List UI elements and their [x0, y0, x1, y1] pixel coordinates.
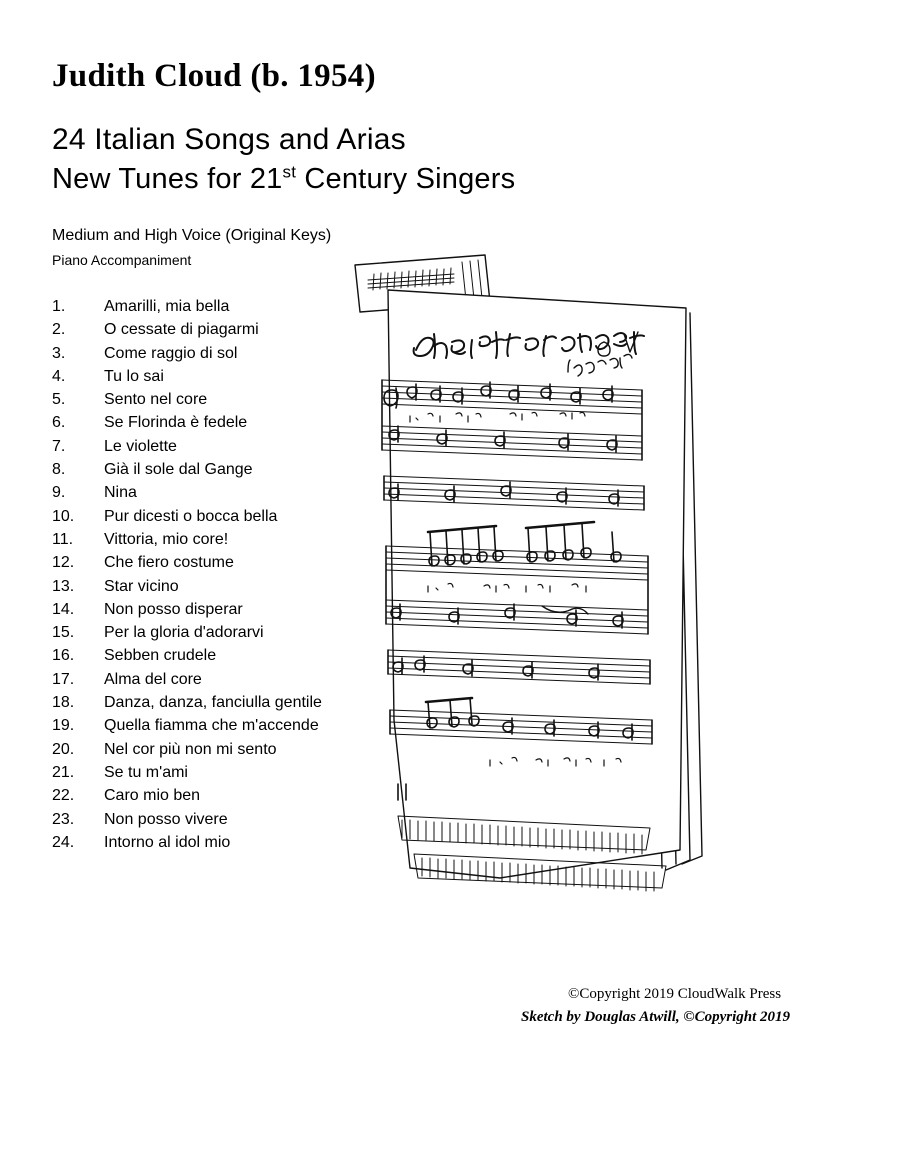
song-number: 17.	[52, 670, 75, 688]
song-number: 24.	[52, 833, 75, 851]
song-title: Non posso vivere	[104, 810, 228, 828]
copyright-notice: ©Copyright 2019 CloudWalk Press	[568, 986, 782, 1002]
list-item	[52, 461, 382, 484]
song-number: 5.	[52, 391, 66, 409]
page-subtitle	[52, 163, 515, 196]
song-number: 10.	[52, 507, 75, 525]
song-number: 12.	[52, 554, 75, 572]
subtitle-suffix: Century Singers	[296, 163, 516, 195]
list-item	[52, 717, 382, 740]
song-number: 11.	[52, 530, 74, 548]
song-title: Che fiero costume	[104, 554, 234, 572]
song-title: Quella fiamma che m'accende	[104, 717, 319, 735]
song-title: Se Florinda è fedele	[104, 414, 248, 432]
list-item	[52, 834, 382, 857]
song-number: 22.	[52, 787, 75, 805]
list-item	[52, 391, 382, 414]
list-item	[52, 578, 382, 601]
list-item	[52, 414, 382, 437]
song-number: 14.	[52, 600, 75, 618]
song-number: 3.	[52, 344, 66, 362]
song-title: Sento nel core	[104, 391, 208, 409]
list-item	[52, 741, 382, 764]
song-title: Nina	[104, 484, 137, 502]
sketch-credit: Sketch by Douglas Atwill, ©Copyright 2019	[521, 1009, 791, 1025]
subtitle-prefix: New Tunes for 21	[52, 163, 283, 195]
song-number: 13.	[52, 577, 75, 595]
sketch-main-sheet	[388, 290, 686, 878]
voice-range-note: Medium and High Voice (Original Keys)	[52, 227, 332, 244]
song-title: Già il sole dal Gange	[104, 461, 253, 479]
song-title: Alma del core	[104, 670, 202, 688]
song-title: Per la gloria d'adorarvi	[104, 624, 264, 642]
list-item	[52, 531, 382, 554]
song-title: Le violette	[104, 437, 177, 455]
song-number: 23.	[52, 810, 75, 828]
list-item	[52, 345, 382, 368]
song-number: 8.	[52, 461, 66, 479]
list-item	[52, 764, 382, 787]
song-number: 1.	[52, 298, 66, 315]
list-item	[52, 671, 382, 694]
song-number: 15.	[52, 624, 75, 642]
song-number: 4.	[52, 367, 66, 385]
list-item	[52, 787, 382, 810]
song-list	[52, 298, 382, 857]
song-number: 2.	[52, 321, 66, 339]
song-title: Pur dicesti o bocca bella	[104, 507, 278, 525]
list-item	[52, 368, 382, 391]
list-item	[52, 438, 382, 461]
song-title: Vittoria, mio core!	[104, 530, 229, 548]
list-item	[52, 298, 382, 321]
composer-name: Judith Cloud (b. 1954)	[52, 58, 376, 94]
list-item	[52, 321, 382, 344]
list-item	[52, 484, 382, 507]
song-title: Amarilli, mia bella	[104, 298, 230, 315]
song-number: 21.	[52, 763, 75, 781]
song-number: 9.	[52, 484, 66, 502]
song-title: Se tu m'ami	[104, 763, 188, 781]
song-number: 18.	[52, 694, 75, 712]
song-title: Tu lo sai	[104, 367, 164, 385]
list-item	[52, 601, 382, 624]
song-number: 16.	[52, 647, 75, 665]
song-title: Danza, danza, fanciulla gentile	[104, 694, 322, 712]
song-title: Intorno al idol mio	[104, 833, 231, 851]
accompaniment-note: Piano Accompaniment	[52, 252, 192, 268]
song-title: Sebben crudele	[104, 647, 217, 665]
song-title: Caro mio ben	[104, 787, 201, 805]
song-number: 6.	[52, 414, 66, 432]
manuscript-sketch-illustration	[350, 250, 810, 910]
subtitle-ordinal-suffix: st	[282, 162, 297, 182]
list-item	[52, 554, 382, 577]
list-item	[52, 508, 382, 531]
list-item	[52, 647, 382, 670]
song-title: Come raggio di sol	[104, 344, 238, 362]
song-title: Nel cor più non mi sento	[104, 740, 277, 758]
song-title: O cessate di piagarmi	[104, 321, 259, 339]
page-title: 24 Italian Songs and Arias	[52, 123, 406, 156]
song-title: Star vicino	[104, 577, 179, 595]
song-number: 20.	[52, 740, 75, 758]
song-number: 19.	[52, 717, 75, 735]
song-number: 7.	[52, 437, 66, 455]
list-item	[52, 624, 382, 647]
song-title: Non posso disperar	[104, 600, 243, 618]
list-item	[52, 811, 382, 834]
list-item	[52, 694, 382, 717]
